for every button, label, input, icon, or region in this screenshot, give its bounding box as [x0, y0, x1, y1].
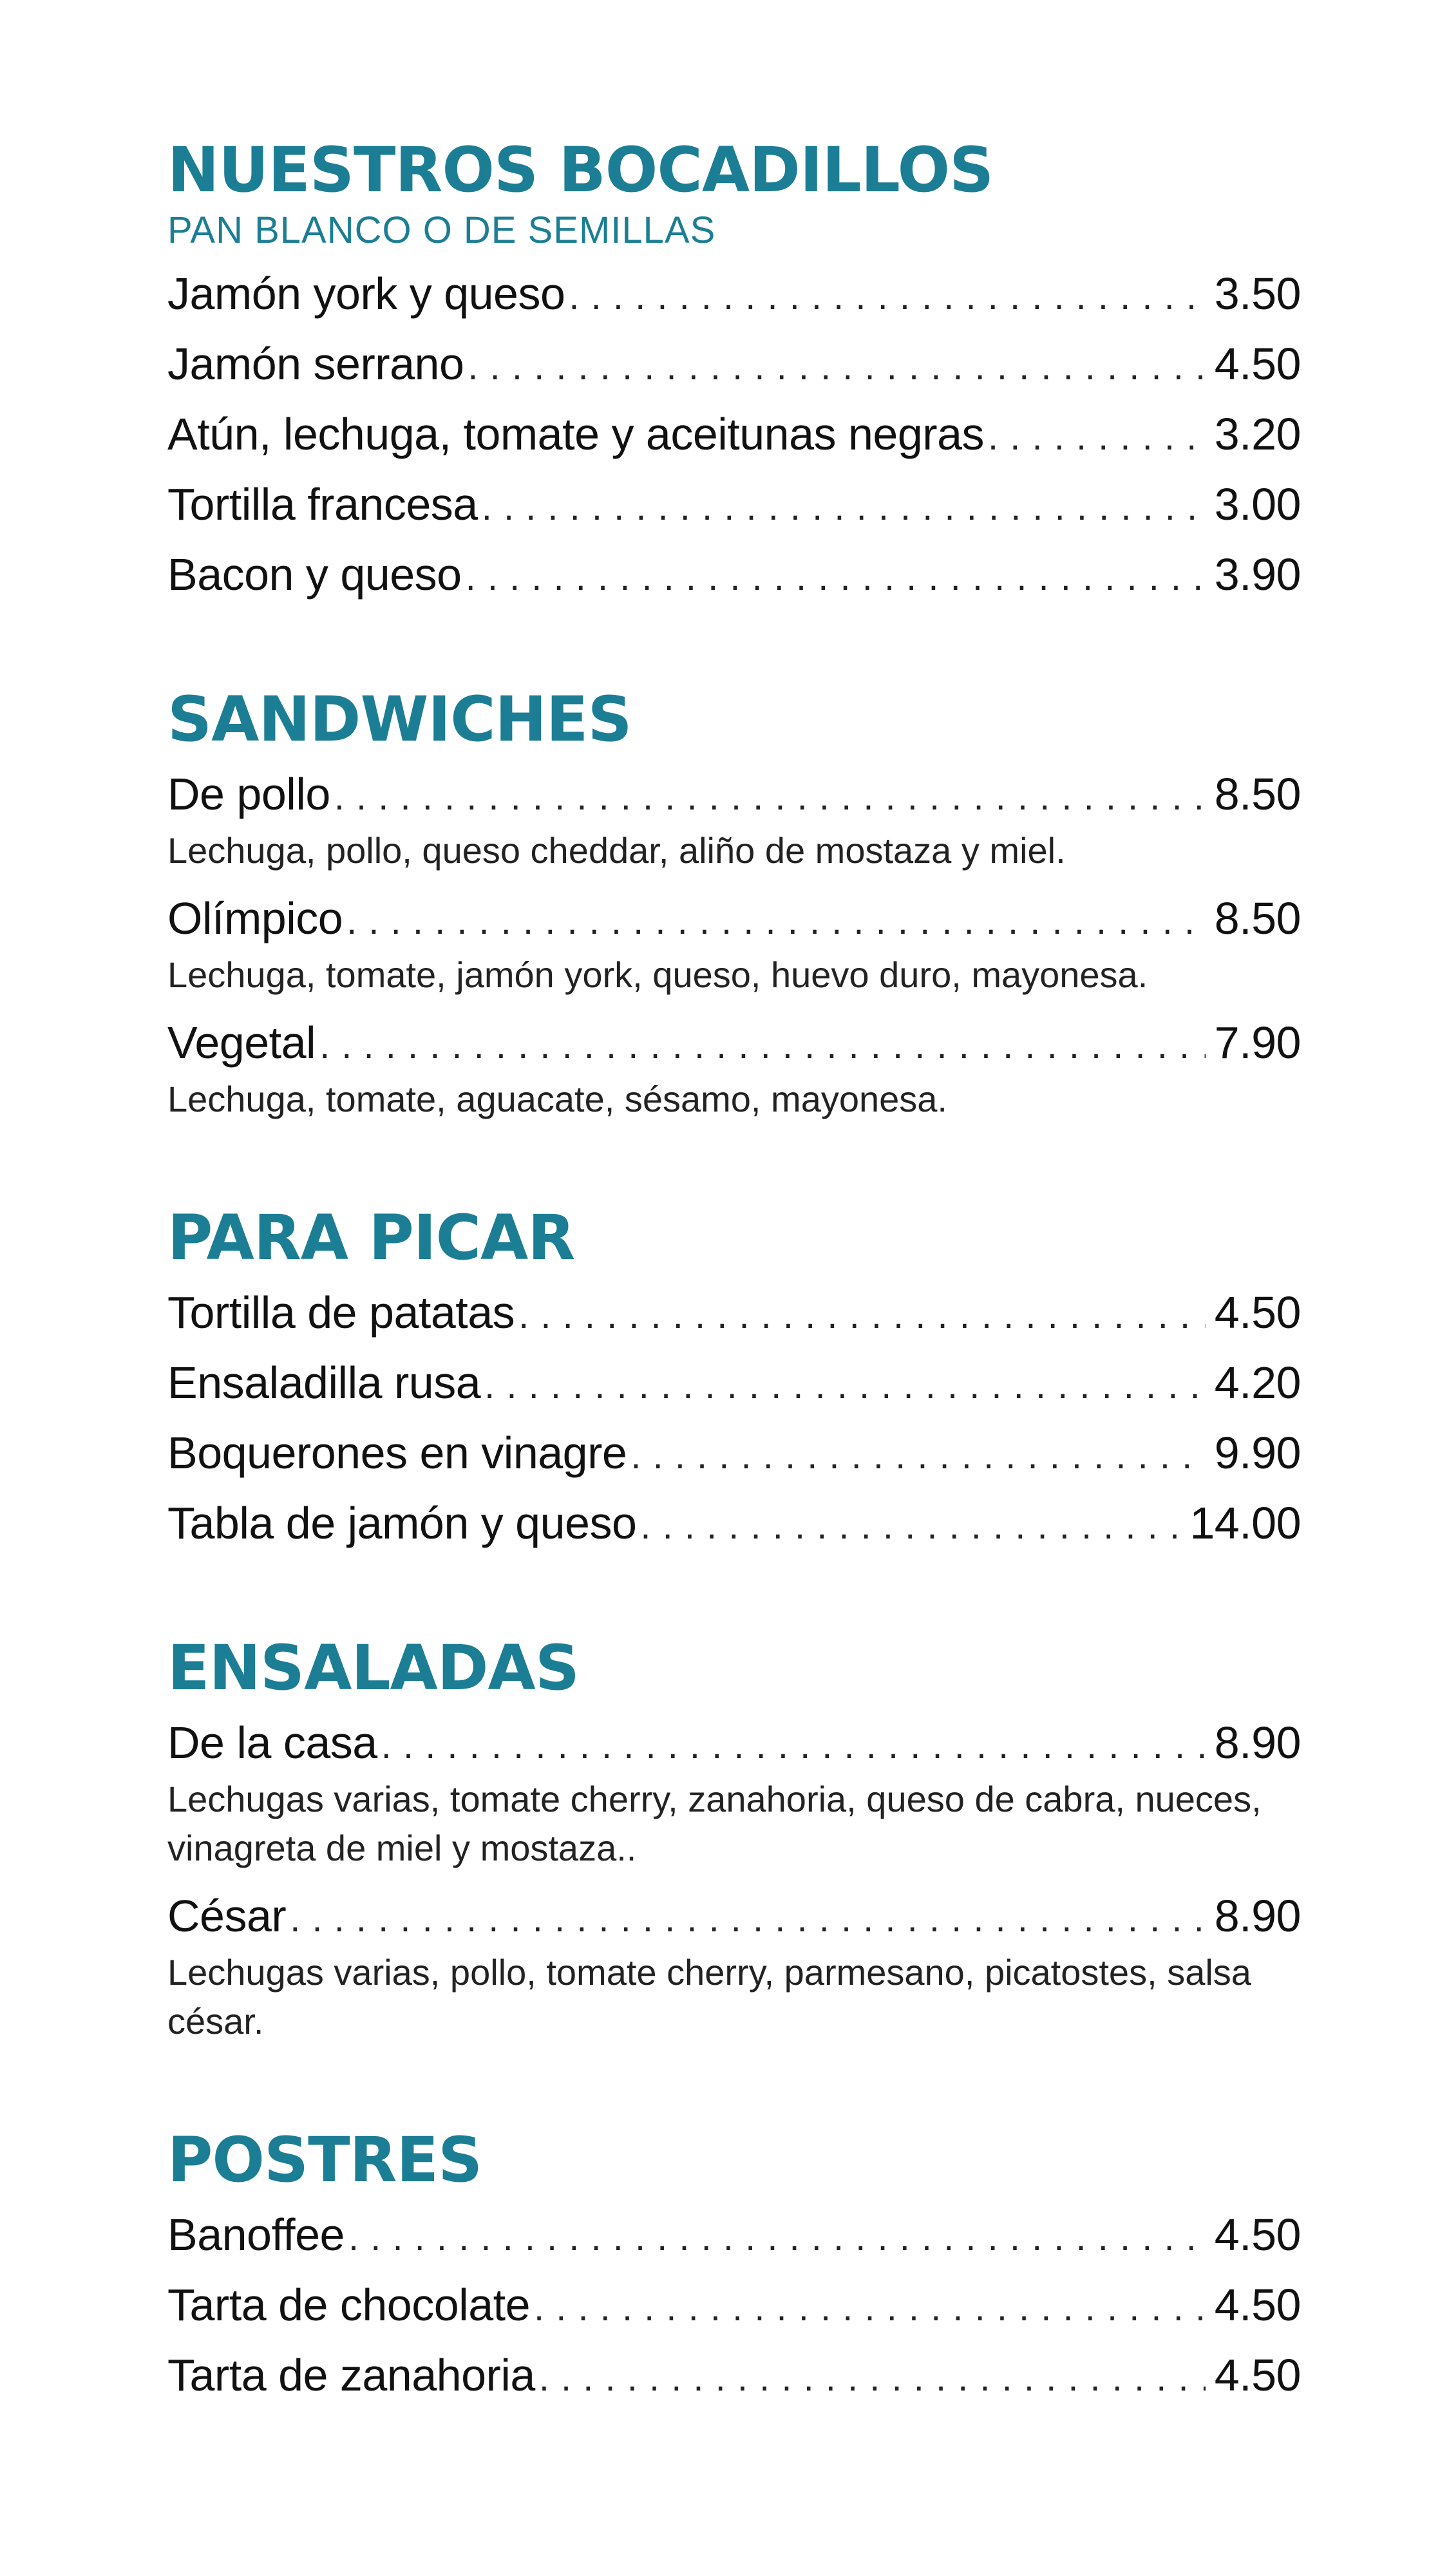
- item-price: 4.50: [1214, 1287, 1301, 1338]
- menu-item: [167, 1715, 1301, 1873]
- menu-item: [167, 2207, 1301, 2266]
- item-description: Lechuga, pollo, queso cheddar, aliño de mostaza y miel.: [167, 830, 1066, 871]
- dot-leader: [482, 480, 1206, 535]
- dot-leader: [640, 1499, 1180, 1554]
- menu-item-list: [167, 1285, 1301, 1554]
- item-price: 9.90: [1214, 1428, 1301, 1478]
- item-name: Banoffee: [167, 2210, 345, 2260]
- dot-leader: [534, 2280, 1206, 2336]
- dot-leader: [539, 2351, 1206, 2406]
- dot-leader: [381, 1718, 1206, 1774]
- dot-leader: [988, 410, 1206, 465]
- section-title: NUESTROS BOCADILLOS: [167, 134, 994, 206]
- menu-item: [167, 1285, 1301, 1343]
- menu-item: [167, 2347, 1301, 2406]
- section-postres: [167, 2122, 1301, 2406]
- menu-item: [167, 1425, 1301, 1484]
- section-subtitle: PAN BLANCO O DE SEMILLAS: [167, 209, 716, 251]
- item-name: Olímpico: [167, 893, 343, 943]
- item-name: Tarta de chocolate: [167, 2280, 531, 2330]
- item-price: 3.00: [1214, 479, 1301, 529]
- menu-item-list: [167, 1715, 1301, 2046]
- dot-leader: [348, 2210, 1206, 2266]
- menu-item: [167, 1355, 1301, 1414]
- dot-leader: [334, 770, 1206, 825]
- item-name: Jamón york y queso: [167, 269, 565, 319]
- dot-leader: [630, 1428, 1205, 1484]
- item-price: 14.00: [1189, 1498, 1301, 1548]
- item-name: Tarta de zanahoria: [167, 2350, 535, 2400]
- item-price: 4.50: [1214, 2350, 1301, 2400]
- menu-item: [167, 1495, 1301, 1554]
- item-name: César: [167, 1891, 287, 1941]
- item-name: De la casa: [167, 1718, 377, 1768]
- item-name: Atún, lechuga, tomate y aceitunas negras: [167, 409, 985, 459]
- item-price: 4.50: [1214, 2280, 1301, 2330]
- menu: [167, 132, 1301, 2482]
- dot-leader: [466, 550, 1206, 605]
- item-description: Lechugas varias, tomate cherry, zanahoria, queso de cabra, nueces, vinagreta de miel y mostaza..: [167, 1779, 1262, 1868]
- item-price: 4.50: [1214, 2210, 1301, 2260]
- menu-item-list: [167, 766, 1301, 1124]
- dot-leader: [484, 1358, 1206, 1414]
- item-name: De pollo: [167, 769, 330, 819]
- dot-leader: [319, 1018, 1206, 1074]
- menu-item: [167, 2277, 1301, 2336]
- item-price: 8.50: [1214, 893, 1301, 943]
- item-price: 8.90: [1214, 1891, 1301, 1941]
- menu-item: [167, 336, 1301, 395]
- menu-item-list: [167, 266, 1301, 605]
- item-name: Tortilla francesa: [167, 479, 478, 529]
- item-price: 7.90: [1214, 1018, 1301, 1068]
- dot-leader: [518, 1288, 1206, 1343]
- section-title: ENSALADAS: [167, 1632, 579, 1704]
- item-description: Lechugas varias, pollo, tomate cherry, parmesano, picatostes, salsa césar.: [167, 1952, 1251, 2041]
- item-name: Boquerones en vinagre: [167, 1428, 627, 1478]
- section-title: SANDWICHES: [167, 683, 632, 755]
- item-name: Jamón serrano: [167, 339, 464, 389]
- item-name: Ensaladilla rusa: [167, 1358, 481, 1408]
- dot-leader: [569, 269, 1205, 325]
- item-price: 3.90: [1214, 549, 1301, 600]
- item-description: Lechuga, tomate, jamón york, queso, huevo duro, mayonesa.: [167, 954, 1148, 995]
- section-title: PARA PICAR: [167, 1202, 575, 1274]
- item-name: Bacon y queso: [167, 549, 462, 600]
- section-title: POSTRES: [167, 2124, 482, 2196]
- item-name: Tortilla de patatas: [167, 1287, 515, 1338]
- section-sandwiches: [167, 681, 1301, 1124]
- dot-leader: [468, 339, 1205, 395]
- menu-item: [167, 477, 1301, 535]
- menu-item: [167, 547, 1301, 605]
- section-bocadillos: [167, 132, 1301, 605]
- item-price: 4.20: [1214, 1358, 1301, 1408]
- menu-item: [167, 1015, 1301, 1124]
- item-price: 4.50: [1214, 339, 1301, 389]
- dot-leader: [290, 1891, 1206, 1947]
- menu-item: [167, 1888, 1301, 2046]
- section-ensaladas: [167, 1630, 1301, 2046]
- item-price: 8.50: [1214, 769, 1301, 819]
- item-price: 8.90: [1214, 1718, 1301, 1768]
- menu-item: [167, 406, 1301, 465]
- menu-item: [167, 891, 1301, 999]
- item-price: 3.50: [1214, 269, 1301, 319]
- dot-leader: [346, 894, 1206, 949]
- item-description: Lechuga, tomate, aguacate, sésamo, mayonesa.: [167, 1079, 947, 1119]
- menu-item: [167, 766, 1301, 875]
- item-price: 3.20: [1214, 409, 1301, 459]
- section-para-picar: [167, 1200, 1301, 1554]
- item-name: Vegetal: [167, 1018, 316, 1068]
- item-name: Tabla de jamón y queso: [167, 1498, 637, 1548]
- menu-item: [167, 266, 1301, 325]
- menu-item-list: [167, 2207, 1301, 2406]
